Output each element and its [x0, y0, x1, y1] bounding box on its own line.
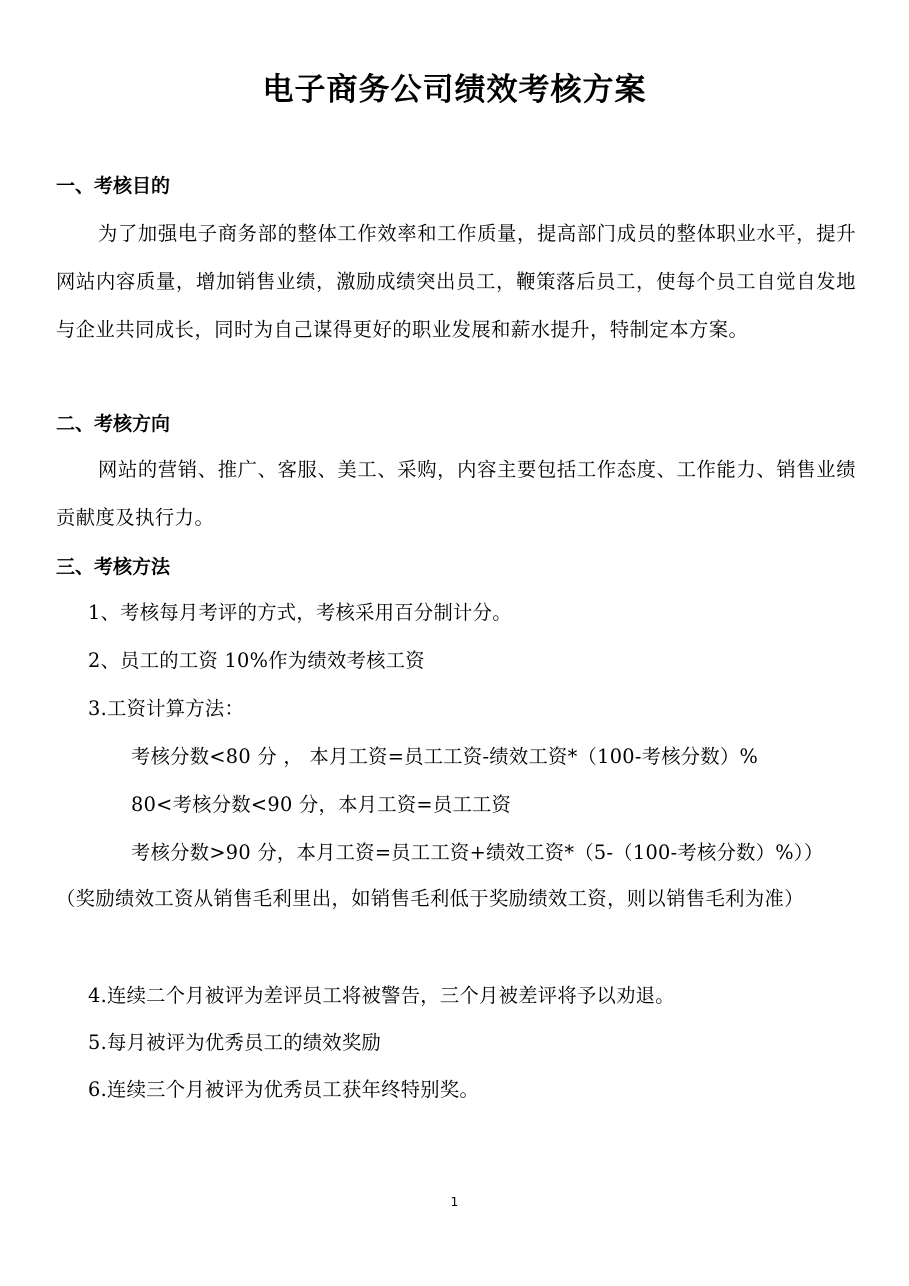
bonus-note: （奖励绩效工资从销售毛利里出，如销售毛利低于奖励绩效工资，则以销售毛利为准）	[56, 887, 804, 910]
method-item-5: 5.每月被评为优秀员工的绩效奖励	[88, 1031, 382, 1054]
section-paragraph-purpose: 为了加强电子商务部的整体工作效率和工作质量，提高部门成员的整体职业水平，提升网站内容质量，增加销售业绩，激励成绩突出员工，鞭策落后员工，使每个员工自觉自发地与企业共同成长，同时为自己谋得更好的职业发展和薪水提升，特制定本方案。	[56, 222, 856, 341]
salary-formula-3: 考核分数>90 分，本月工资=员工工资+绩效工资*（5-（100-考核分数）%））	[131, 841, 824, 864]
salary-formula-2: 80<考核分数<90 分，本月工资=员工工资	[131, 793, 512, 816]
method-item-6: 6.连续三个月被评为优秀员工获年终特别奖。	[88, 1078, 480, 1101]
section-heading-purpose: 一、考核目的	[56, 175, 171, 197]
method-item-3: 3.工资计算方法：	[88, 697, 245, 720]
method-item-1: 1、考核每月考评的方式，考核采用百分制计分。	[88, 601, 512, 624]
salary-formula-1: 考核分数<80 分 ， 本月工资=员工工资-绩效工资*（100-考核分数）%	[131, 745, 759, 768]
section-paragraph-direction: 网站的营销、推广、客服、美工、采购，内容主要包括工作态度、工作能力、销售业绩贡献度及执行力。	[56, 458, 856, 529]
method-item-4: 4.连续二个月被评为差评员工将被警告，三个月被差评将予以劝退。	[88, 984, 675, 1007]
document-title: 电子商务公司绩效考核方案	[262, 72, 647, 108]
page-number: 1	[450, 1195, 459, 1209]
section-heading-direction: 二、考核方向	[56, 413, 171, 435]
method-item-2: 2、员工的工资 10%作为绩效考核工资	[88, 649, 425, 672]
section-heading-method: 三、考核方法	[56, 556, 171, 578]
